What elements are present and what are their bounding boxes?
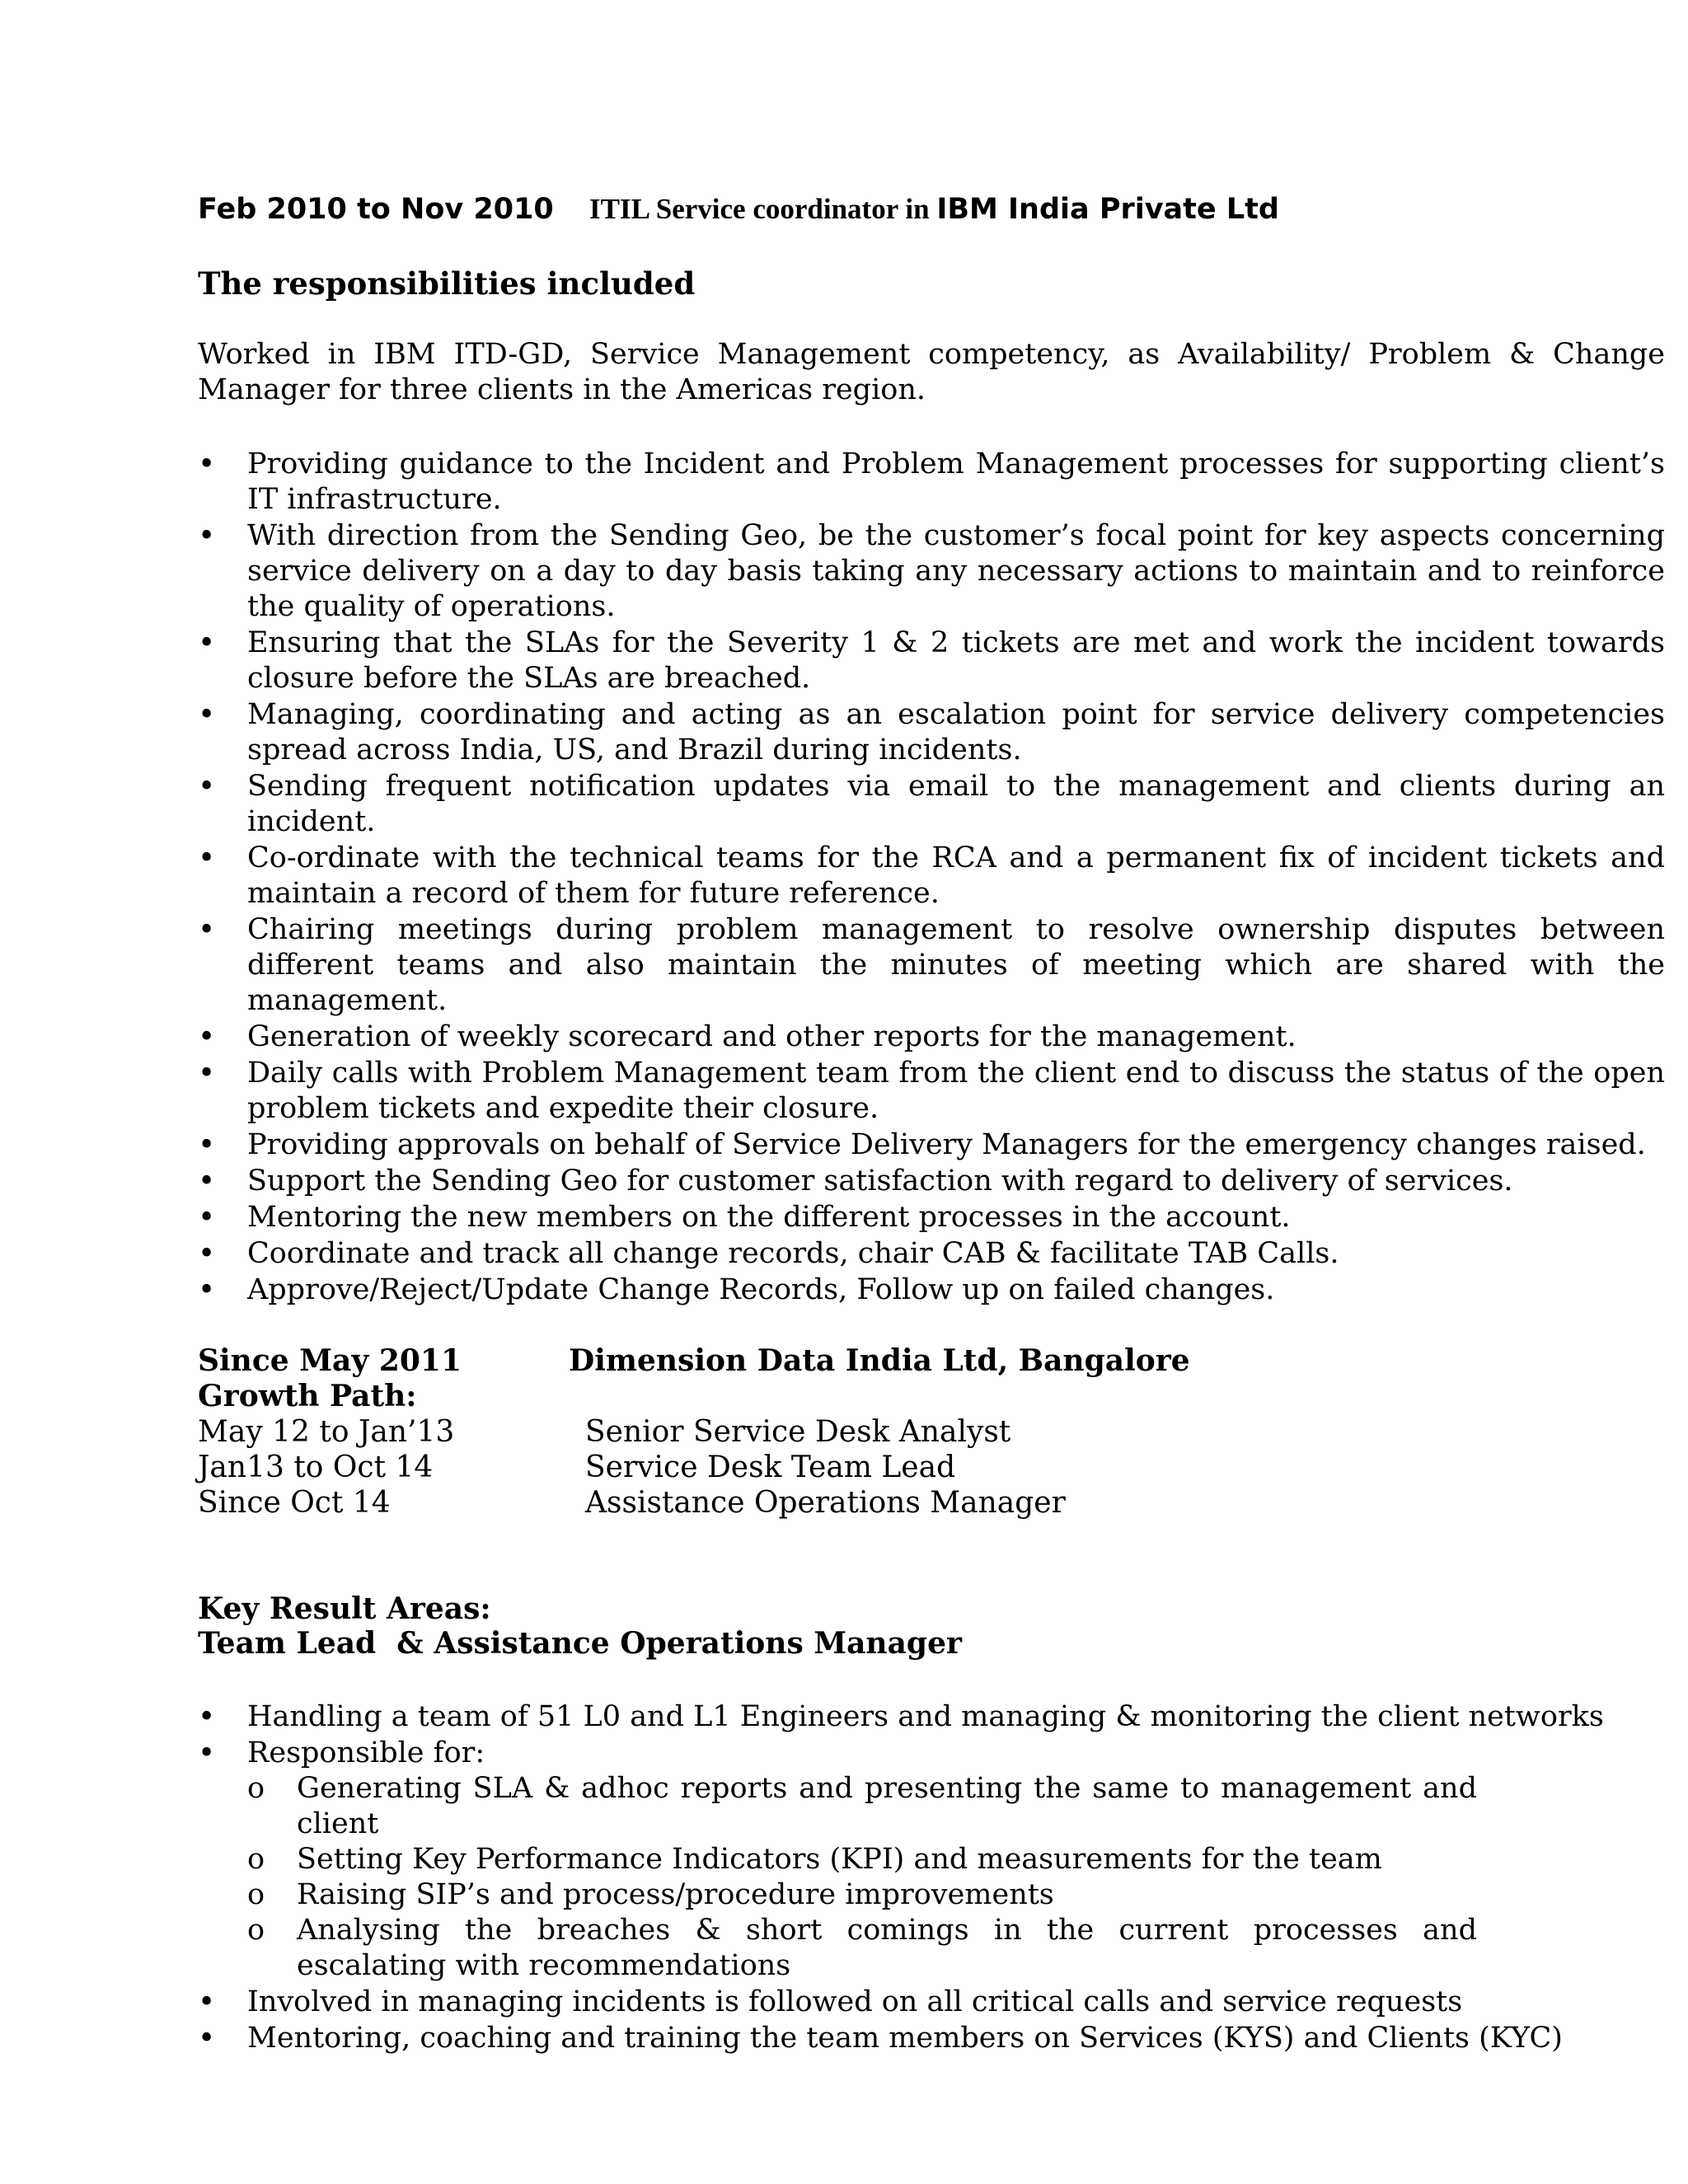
resume-content [198,191,1665,2057]
responsible-sub-list [247,1771,1665,1984]
growth-period: Jan13 to Oct 14 [198,1451,434,1484]
list-item: • Mentoring, coaching and training the team members on Services (KYS) and Clients (KYC) [198,2021,1665,2056]
growth-role: Assistance Operations Manager [585,1486,1066,1520]
job1-intro: Worked in IBM ITD-GD, Service Management competency, as Availability/ Problem & Change Manager for three clients in the Americas region. [198,338,1665,406]
list-item: • Generation of weekly scorecard and other reports for the management. [198,1019,1665,1055]
responsibilities-heading: The responsibilities included [198,265,696,302]
growth-role: Service Desk Team Lead [585,1451,956,1484]
job1-dates: Feb 2010 to Nov 2010 [198,193,554,226]
list-item: • Managing, coordinating and acting as an escalation point for service delivery competencies spread across India, US, and Brazil during incidents. [198,697,1665,768]
growth-period: May 12 to Jan’13 [198,1415,455,1449]
list-item: • With direction from the Sending Geo, be the customer’s focal point for key aspects concerning service delivery on a day to day basis taking any necessary actions to maintain and to reinforce the quality of operations. [198,518,1665,625]
list-item: • Handling a team of 51 L0 and L1 Engineers and managing & monitoring the client networks [198,1699,1665,1735]
list-item: • Support the Sending Geo for customer satisfaction with regard to delivery of services. [198,1164,1665,1199]
list-item: • Approve/Reject/Update Change Records, Follow up on failed changes. [198,1272,1665,1308]
kra-bullet-list [198,1699,1665,2056]
list-item: • Ensuring that the SLAs for the Severity 1 & 2 tickets are met and work the incident towards closure before the SLAs are breached. [198,626,1665,696]
growth-role: Senior Service Desk Analyst [585,1415,1011,1449]
growth-row [198,1414,1665,1450]
list-item: • Sending frequent notification updates via email to the management and clients during an incident. [198,769,1665,840]
kra-title: Key Result Areas: [198,1591,491,1626]
job2-since: Since May 2011 [198,1343,462,1378]
list-item: • Providing guidance to the Incident and Problem Management processes for supporting client’s IT infrastructure. [198,447,1665,518]
job2-company: Dimension Data India Ltd, Bangalore [569,1343,1190,1378]
responsible-for-label: Responsible for: [247,1736,485,1769]
list-item: • Providing approvals on behalf of Service Delivery Managers for the emergency changes raised. [198,1127,1665,1163]
sub-list-item: o Setting Key Performance Indicators (KPI) and measurements for the team [247,1842,1477,1877]
job2-block [198,1343,1665,1521]
sub-list-item: o Generating SLA & adhoc reports and presenting the same to management and client [247,1771,1477,1842]
job2-header [198,1343,1665,1379]
list-item: • Daily calls with Problem Management team from the client end to discuss the status of the open problem tickets and expedite their closure. [198,1056,1665,1127]
growth-path-heading [198,1379,1665,1414]
job1-role-company: IBM India Private Ltd [936,193,1279,226]
growth-row [198,1485,1665,1521]
kra-heading-block [198,1591,1665,1661]
job1-header [198,191,1665,227]
growth-path-label: Growth Path: [198,1379,417,1413]
list-item: • Chairing meetings during problem management to resolve ownership disputes between different teams and also maintain the minutes of meeting which are shared with the management. [198,912,1665,1019]
list-item: • Coordinate and track all change records, chair CAB & facilitate TAB Calls. [198,1236,1665,1272]
growth-row [198,1450,1665,1485]
kra-subtitle: Team Lead & Assistance Operations Manager [198,1626,962,1661]
job1-role [589,191,1279,227]
list-item: • Mentoring the new members on the different processes in the account. [198,1200,1665,1235]
job1-bullet-list [198,447,1665,1308]
list-item [198,1736,1665,1984]
sub-list-item: o Raising SIP’s and process/procedure improvements [247,1877,1477,1913]
growth-period: Since Oct 14 [198,1486,391,1520]
list-item: • Involved in managing incidents is followed on all critical calls and service requests [198,1985,1665,2020]
sub-list-item: o Analysing the breaches & short comings in the current processes and escalating with recommendations [247,1913,1477,1984]
job1-role-prefix: ITIL Service coordinator in [589,193,937,225]
list-item: • Co-ordinate with the technical teams for the RCA and a permanent fix of incident tickets and maintain a record of them for future reference. [198,841,1665,912]
